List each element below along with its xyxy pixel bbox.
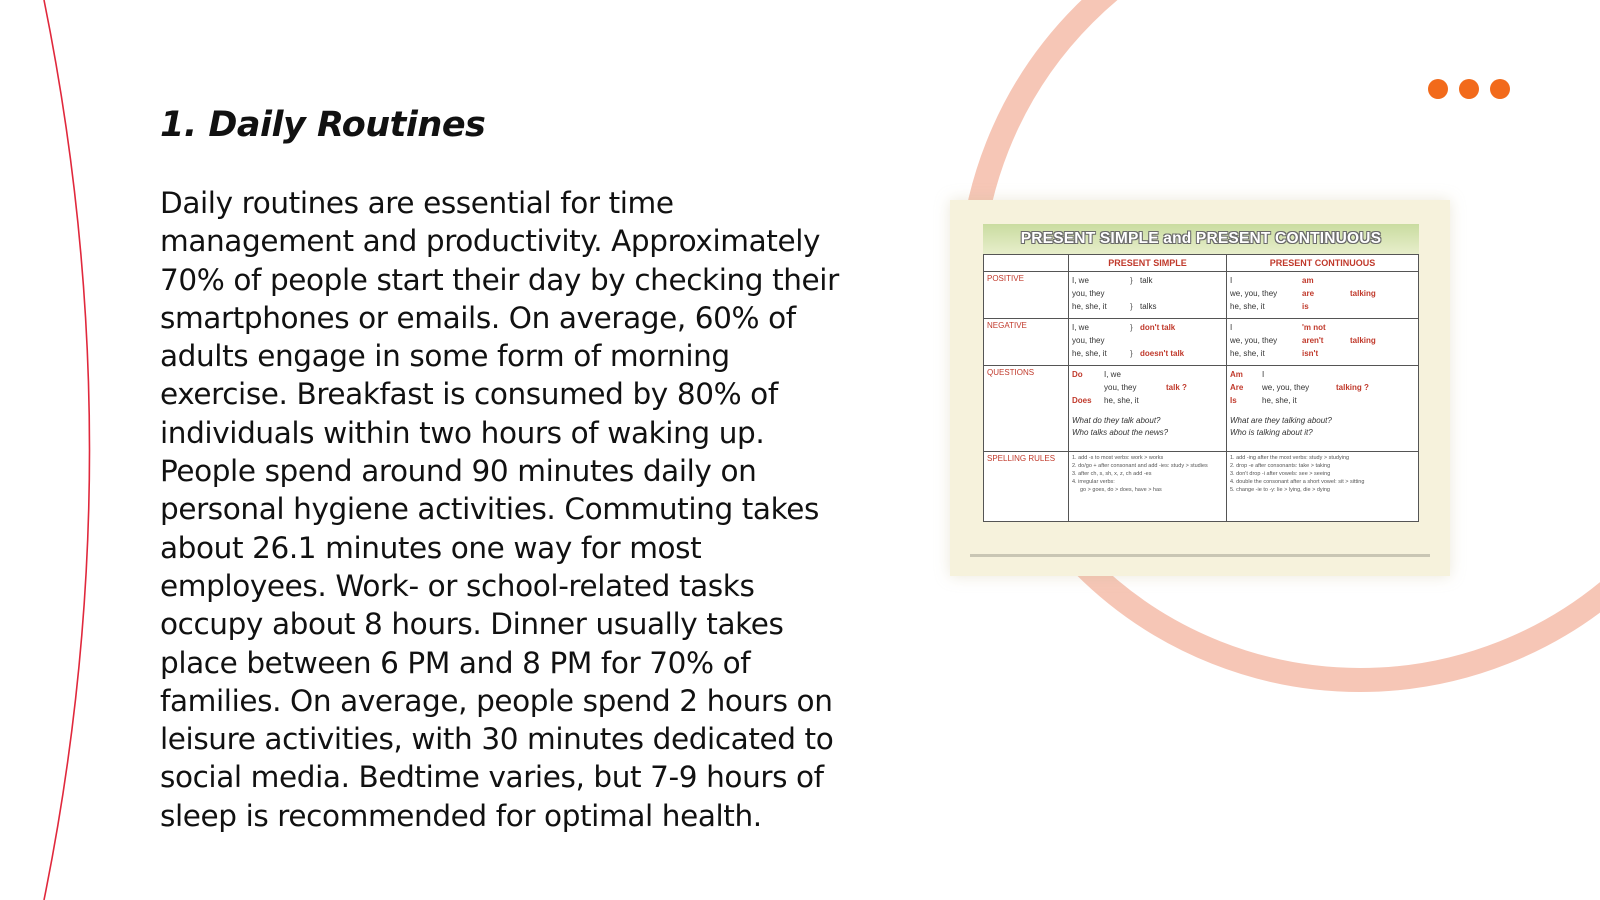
row-label: SPELLING RULES <box>984 452 1069 522</box>
spelling-rule: 3. after ch, s, sh, x, z, ch add -es <box>1072 471 1152 477</box>
spelling-rule: 2. do/go + after consonant and add -ies: study > studies <box>1072 463 1208 469</box>
auxiliary: are <box>1302 289 1315 298</box>
example-question: What do they talk about? <box>1072 416 1161 425</box>
subject: we, you, they <box>1230 336 1278 345</box>
auxiliary: Am <box>1230 370 1243 379</box>
auxiliary: Does <box>1072 396 1092 405</box>
auxiliary: Do <box>1072 370 1083 379</box>
subject: we, you, they <box>1262 383 1310 392</box>
auxiliary: Is <box>1230 396 1237 405</box>
table-cell <box>1227 272 1419 319</box>
spelling-rule: 1. add -s to most verbs: work > works <box>1072 455 1164 461</box>
auxiliary: 'm not <box>1302 323 1326 332</box>
spelling-rule: 1. add -ing after the most verbs: study > studying <box>1230 455 1350 461</box>
more-options-dots-icon <box>1428 79 1510 99</box>
row-label: POSITIVE <box>984 272 1069 319</box>
table-header-row <box>984 255 1419 272</box>
verb: talk ? <box>1166 383 1187 392</box>
spelling-rule: 4. double the consonant after a short vowel: sit > sitting <box>1230 479 1365 485</box>
spelling-rule: 2. drop -e after consonants: take > taking <box>1230 463 1331 469</box>
example-question: What are they talking about? <box>1230 416 1332 425</box>
subject: I, we <box>1104 370 1121 379</box>
row-label: QUESTIONS <box>984 366 1069 452</box>
verb: don't talk <box>1140 323 1176 332</box>
subject: he, she, it <box>1072 302 1107 311</box>
image-baseline <box>970 554 1430 557</box>
table-header-blank <box>984 255 1069 272</box>
header-present-simple: PRESENT SIMPLE <box>1069 255 1227 272</box>
dot <box>1459 79 1479 99</box>
example-question: Who is talking about it? <box>1230 428 1313 437</box>
subject: you, they <box>1072 336 1105 345</box>
table-row-negative <box>984 319 1419 366</box>
verb: talk <box>1140 276 1153 285</box>
grammar-chart-image <box>950 200 1450 576</box>
table-cell <box>1227 452 1419 522</box>
subject: he, she, it <box>1230 349 1265 358</box>
subject: we, you, they <box>1230 289 1278 298</box>
verb: doesn't talk <box>1140 349 1185 358</box>
grammar-table <box>983 254 1419 522</box>
dot <box>1490 79 1510 99</box>
subject: I, we <box>1072 323 1089 332</box>
subject: I, we <box>1072 276 1089 285</box>
left-red-curve <box>44 0 90 900</box>
subject: I <box>1230 323 1233 332</box>
table-cell: I, we } don't talk you, they he, she, it } doesn't talk <box>1069 319 1227 366</box>
table-row-spelling <box>984 452 1419 522</box>
grammar-chart-title: PRESENT SIMPLE and PRESENT CONTINUOUS <box>983 224 1419 254</box>
spelling-rule: 5. change -ie to -y: lie > lying, die > dying <box>1230 487 1330 493</box>
subject: I <box>1230 276 1233 285</box>
subject: he, she, it <box>1230 302 1265 311</box>
auxiliary: Are <box>1230 383 1244 392</box>
table-cell <box>1069 366 1227 452</box>
auxiliary: am <box>1302 276 1314 285</box>
verb: talking ? <box>1336 383 1369 392</box>
spelling-rule: go > goes, do > does, have > has <box>1080 487 1162 493</box>
auxiliary: aren't <box>1302 336 1324 345</box>
example-question: Who talks about the news? <box>1072 428 1169 437</box>
auxiliary: is <box>1302 302 1309 311</box>
table-row-questions <box>984 366 1419 452</box>
slide-title: 1. Daily Routines <box>160 105 486 145</box>
subject: I <box>1262 370 1265 379</box>
table-cell: I, we } talk you, they he, she, it } talks <box>1069 272 1227 319</box>
auxiliary: isn't <box>1302 349 1319 358</box>
table-cell <box>1069 452 1227 522</box>
table-cell <box>1227 366 1419 452</box>
header-present-continuous: PRESENT CONTINUOUS <box>1227 255 1419 272</box>
spelling-rule: 4. irregular verbs: <box>1072 479 1115 485</box>
subject: he, she, it <box>1262 396 1297 405</box>
row-label: NEGATIVE <box>984 319 1069 366</box>
verb: talks <box>1140 302 1157 311</box>
subject: he, she, it <box>1072 349 1107 358</box>
verb: talking <box>1350 336 1376 345</box>
slide-body-text: Daily routines are essential for time management and productivity. Approximately 70% of people start their day by checking their smartphones or emails. On average, 60% of adults engage in some form of morning exercise. Breakfast is consumed by 80% of individuals within two hours of waking up. People spend around 90 minutes daily on personal hygiene activities. Commuting takes about 26.1 minutes one way for most employees. Work- or school-related tasks occupy about 8 hours. Dinner usually takes place between 6 PM and 8 PM for 70% of families. On average, people spend 2 hours on leisure activities, with 30 minutes dedicated to social media. Bedtime varies, but 7-9 hours of sleep is recommended for optimal health. <box>160 186 839 833</box>
subject: you, they <box>1072 289 1105 298</box>
table-row-positive <box>984 272 1419 319</box>
subject: he, she, it <box>1104 396 1139 405</box>
table-cell <box>1227 319 1419 366</box>
subject: you, they <box>1104 383 1137 392</box>
verb: talking <box>1350 289 1376 298</box>
spelling-rule: 3. don't drop -i after vowels: see > seeing <box>1230 471 1331 477</box>
dot <box>1428 79 1448 99</box>
